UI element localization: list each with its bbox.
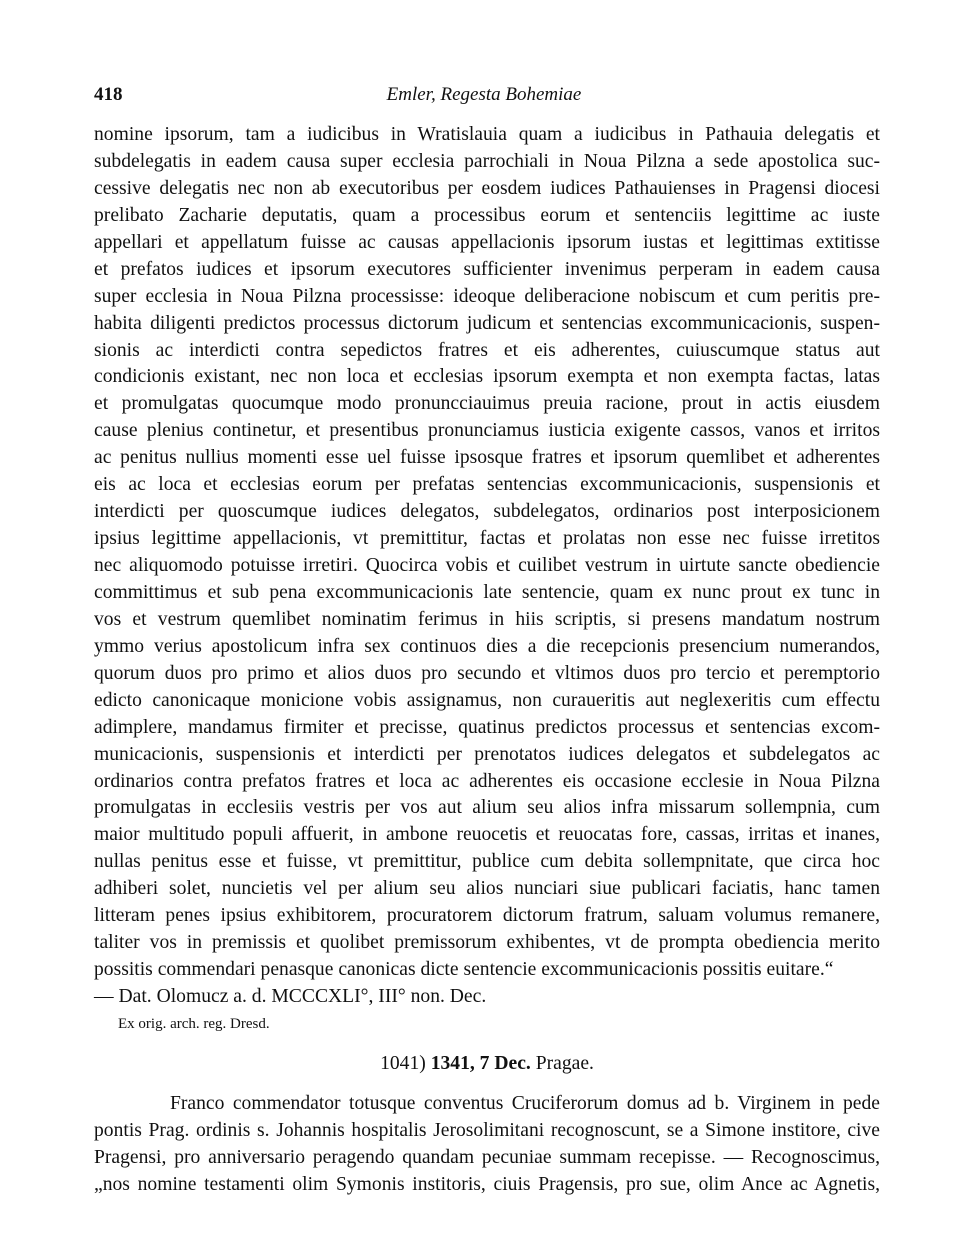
text-line: et promulgatas quocumque modo pronuncciauimus preuia racione, prout in actis eiusdem: [94, 393, 880, 415]
text-line: ac penitus nullius momenti esse uel fuisse ipsosque fratres et ipsorum quemlibet et adherentes: [94, 447, 880, 469]
running-head: Emler, Regesta Bohemiae: [386, 84, 582, 105]
document-body: [94, 122, 880, 1199]
text-line: condicionis existant, nec non loca et ecclesias ipsorum exempta et non exempta factas, latas: [94, 366, 880, 388]
entry-number: 1041): [380, 1052, 426, 1074]
entry-summary: [94, 1091, 880, 1199]
text-line: ipsius legittime appellacionis, vt premittitur, factas et prolatas non esse nec fuisse irretitos: [94, 528, 880, 550]
text-line: edicto canonicaque monicione vobis assignamus, non curaueritis aut neglexeritis cum effectu: [94, 689, 880, 711]
text-line: ordinarios contra prefatos fratres et loca ac adherentes eis occasione ecclesie in Noua Pilzna: [94, 770, 880, 792]
page-number: 418: [94, 84, 123, 105]
text-line: litteram penes ipsius exhibitorem, procuratorem dictorum fratrum, saluam volumus remanere,: [94, 905, 880, 927]
entry-date: 1341, 7 Dec.: [430, 1052, 531, 1074]
date-line: — Dat. Olomucz a. d. MCCCXLI°, III° non. Dec.: [94, 986, 487, 1007]
text-line: appellari et appellatum fuisse ac causas appellacionis ipsorum iustas et legittimas extitisse: [94, 231, 880, 253]
entry-place: Pragae.: [535, 1052, 594, 1074]
text-line: adhiberi solet, nuncietis vel per alium seu alios nunciari siue publicari faciatis, hanc tamen: [94, 878, 880, 900]
text-line: possitis commendari penasque canonicas dicte sentencie excommunicacionis possitis euitare.“: [94, 959, 834, 981]
summary-line: pontis Prag. ordinis s. Johannis hospitalis Jerosolimitani recognoscunt, se a Simone institore, cive: [94, 1119, 880, 1141]
summary-line: „nos nomine testamenti olim Symonis institoris, ciuis Pragensis, pro sue, olim Ance ac Agnetis,: [94, 1173, 880, 1195]
text-line: habita diligenti predictos processus dictorum judicum et sentencias excommunicacionis, suspen-: [94, 312, 880, 334]
text-line: taliter vos in premissis et quolibet premissorum exhibentes, vt de prompta obediencia merito: [94, 932, 880, 954]
text-line: nomine ipsorum, tam a iudicibus in Wratislauia quam a iudicibus in Pathauia delegatis et: [94, 124, 880, 145]
text-line: quorum duos pro primo et alios duos pro secundo et vltimos duos pro tercio et peremptorio: [94, 662, 880, 684]
text-line: nullas penitus esse et fuisse, vt premittitur, publice cum debita sollempnitate, que circa hoc: [94, 851, 880, 873]
page-header: [94, 84, 874, 114]
text-line: promulgatas in ecclesiis vestris per vos aut alium seu alios infra missarum sollempnia, cum: [94, 797, 880, 819]
text-line: cessive delegatis nec non ab executoribus per eosdem iudices Pathauienses in Pragensi diocesi: [94, 177, 880, 199]
text-line: cause plenius continetur, et presentibus pronunciamus iusticia exigente cassos, vanos et irritos: [94, 420, 880, 442]
text-line: adimplere, mandamus firmiter et precisse, quatinus predictos processus et sentencias excom-: [94, 716, 880, 738]
source-note: Ex orig. arch. reg. Dresd.: [118, 1015, 270, 1032]
text-line: municacionis, suspensionis et interdicti per prenotatos iudices delegatos et subdelegatos ac: [94, 743, 880, 765]
text-line: super ecclesia in Noua Pilzna processisse: ideoque deliberacione nobiscum et cum peritis pre-: [94, 285, 880, 307]
summary-line: Franco commendator totusque conventus Cruciferorum domus ad b. Virginem in pede: [170, 1092, 880, 1114]
text-line: interdicti per quoscumque iudices delegatos, subdelegatos, ordinarios post interposicionem: [94, 501, 880, 523]
text-line: vos et vestrum quemlibet nominatim ferimus in hiis scriptis, si presens mandatum nostrum: [94, 608, 880, 630]
text-line: maior multitudo populi affuerit, in ambone reuocetis et reuocatas fore, cassas, irritas et inanes,: [94, 824, 880, 846]
text-line: eis ac loca et ecclesias eorum per prefatas sentencias excommunicacionis, suspensionis et: [94, 474, 880, 496]
text-line: nec aliquomodo potuisse irretiri. Quocirca vobis et cuilibet vestrum in uirtute sancte obediencie: [94, 555, 880, 576]
text-line: sionis ac interdicti contra sepedictos fratres et eis adherentes, cuiuscumque status aut: [94, 339, 880, 361]
text-line: et prefatos iudices et ipsorum executores sufficienter invenimus perperam in eadem causa: [94, 258, 880, 280]
text-line: ymmo verius apostolicum infra sex continuos dies a die recepcionis presencium numerandos,: [94, 635, 880, 657]
body-text: [94, 122, 880, 984]
text-line: prelibato Zacharie deputatis, quam a processibus eorum et sentenciis legittime ac iuste: [94, 204, 880, 226]
text-line: committimus et sub pena excommunicacionis late sentencie, quam ex nunc prout ex tunc in: [94, 581, 880, 603]
summary-line: Pragensi, pro anniversario peragendo quandam pecuniae summam recepisse. — Recognoscimus,: [94, 1146, 880, 1168]
text-line: subdelegatis in eadem causa super ecclesia parrochiali in Noua Pilzna a sede apostolica suc-: [94, 150, 880, 172]
entry-heading: [94, 1037, 880, 1091]
